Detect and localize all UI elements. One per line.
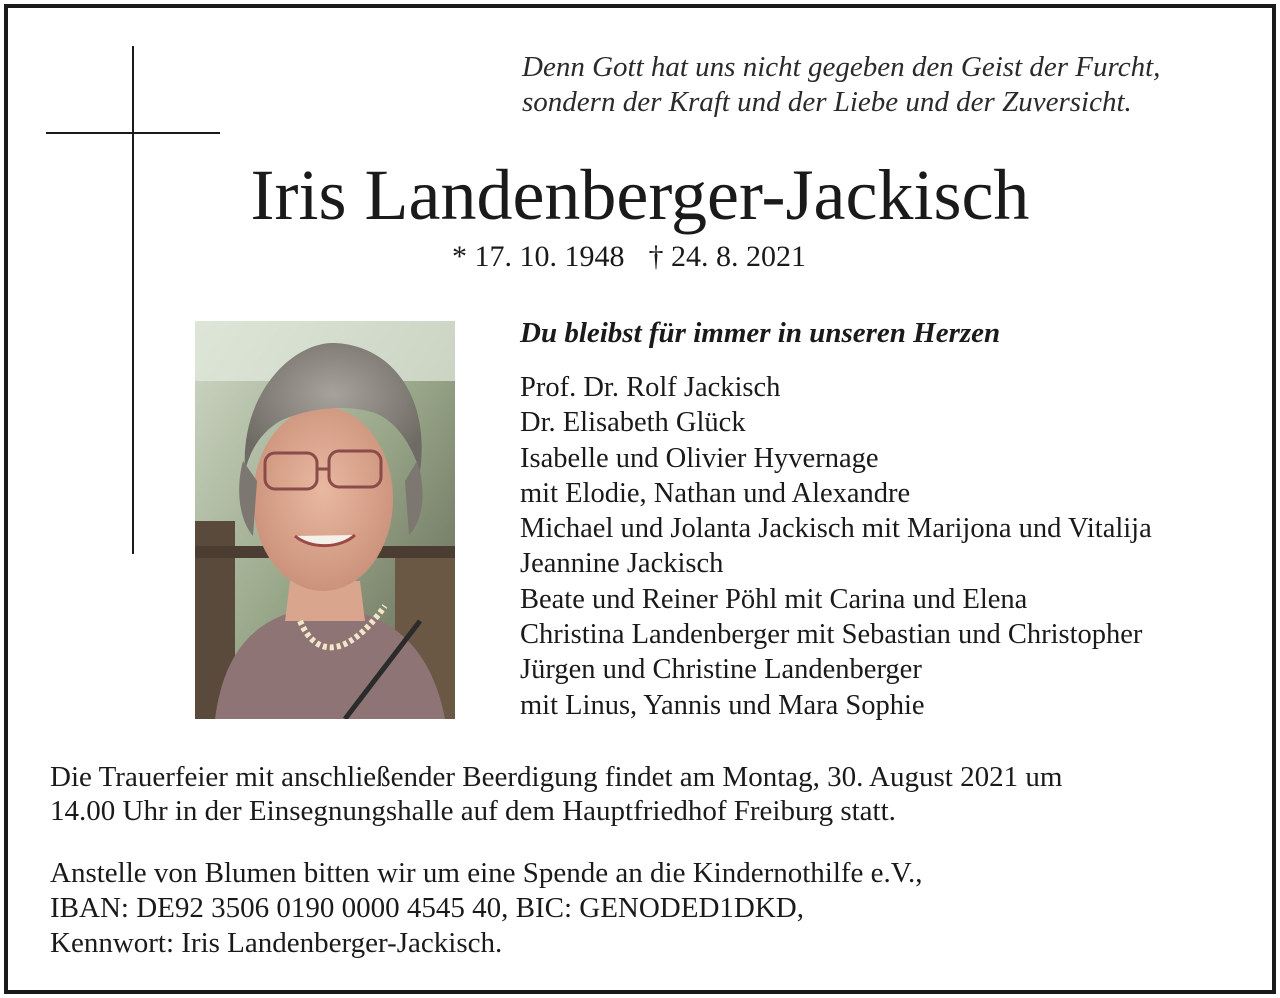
verse-line-2: sondern der Kraft und der Liebe und der Zuversicht. bbox=[522, 86, 1132, 118]
death-date: † 24. 8. 2021 bbox=[648, 240, 806, 273]
funeral-service-notice bbox=[50, 760, 1250, 828]
ceremony-line-2: 14.00 Uhr in der Einsegnungshalle auf dem Hauptfriedhof Freiburg statt. bbox=[50, 795, 896, 827]
mourner-line: Jeannine Jackisch bbox=[520, 548, 724, 580]
mourner-line: Beate und Reiner Pöhl mit Carina und Elena bbox=[520, 583, 1028, 615]
donation-line-1: Anstelle von Blumen bitten wir um eine Spende an die Kindernothilfe e.V., bbox=[50, 857, 923, 889]
birth-date: * 17. 10. 1948 bbox=[452, 240, 625, 273]
mourner-line: Christina Landenberger mit Sebastian und Christopher bbox=[520, 619, 1143, 651]
mourner-line: mit Linus, Yannis und Mara Sophie bbox=[520, 689, 925, 721]
life-dates bbox=[452, 238, 806, 276]
mourners-list bbox=[520, 370, 1152, 723]
cross-vertical-bar bbox=[132, 46, 134, 554]
ceremony-line-1: Die Trauerfeier mit anschließender Beerdigung findet am Montag, 30. August 2021 um bbox=[50, 761, 1063, 793]
mourner-line: Jürgen und Christine Landenberger bbox=[520, 654, 922, 686]
motto: Du bleibst für immer in unseren Herzen bbox=[520, 317, 1001, 349]
verse-line-1: Denn Gott hat uns nicht gegeben den Geist der Furcht, bbox=[522, 51, 1161, 83]
mourner-line: mit Elodie, Nathan und Alexandre bbox=[520, 477, 911, 509]
mourner-line: Michael und Jolanta Jackisch mit Marijona und Vitalija bbox=[520, 513, 1152, 545]
donation-notice bbox=[50, 856, 1250, 961]
deceased-name: Iris Landenberger-Jackisch bbox=[250, 155, 1030, 235]
portrait-illustration bbox=[195, 321, 455, 719]
deceased-name-block bbox=[0, 152, 1280, 238]
bible-verse bbox=[522, 50, 1262, 120]
mourner-line: Prof. Dr. Rolf Jackisch bbox=[520, 372, 781, 403]
donation-line-3: Kennwort: Iris Landenberger-Jackisch. bbox=[50, 927, 503, 959]
mourner-line: Dr. Elisabeth Glück bbox=[520, 407, 746, 439]
portrait-photo bbox=[195, 321, 455, 719]
mourner-line: Isabelle und Olivier Hyvernage bbox=[520, 442, 879, 474]
cross-horizontal-bar bbox=[46, 132, 220, 134]
donation-line-2: IBAN: DE92 3506 0190 0000 4545 40, BIC: GENODED1DKD, bbox=[50, 892, 804, 924]
